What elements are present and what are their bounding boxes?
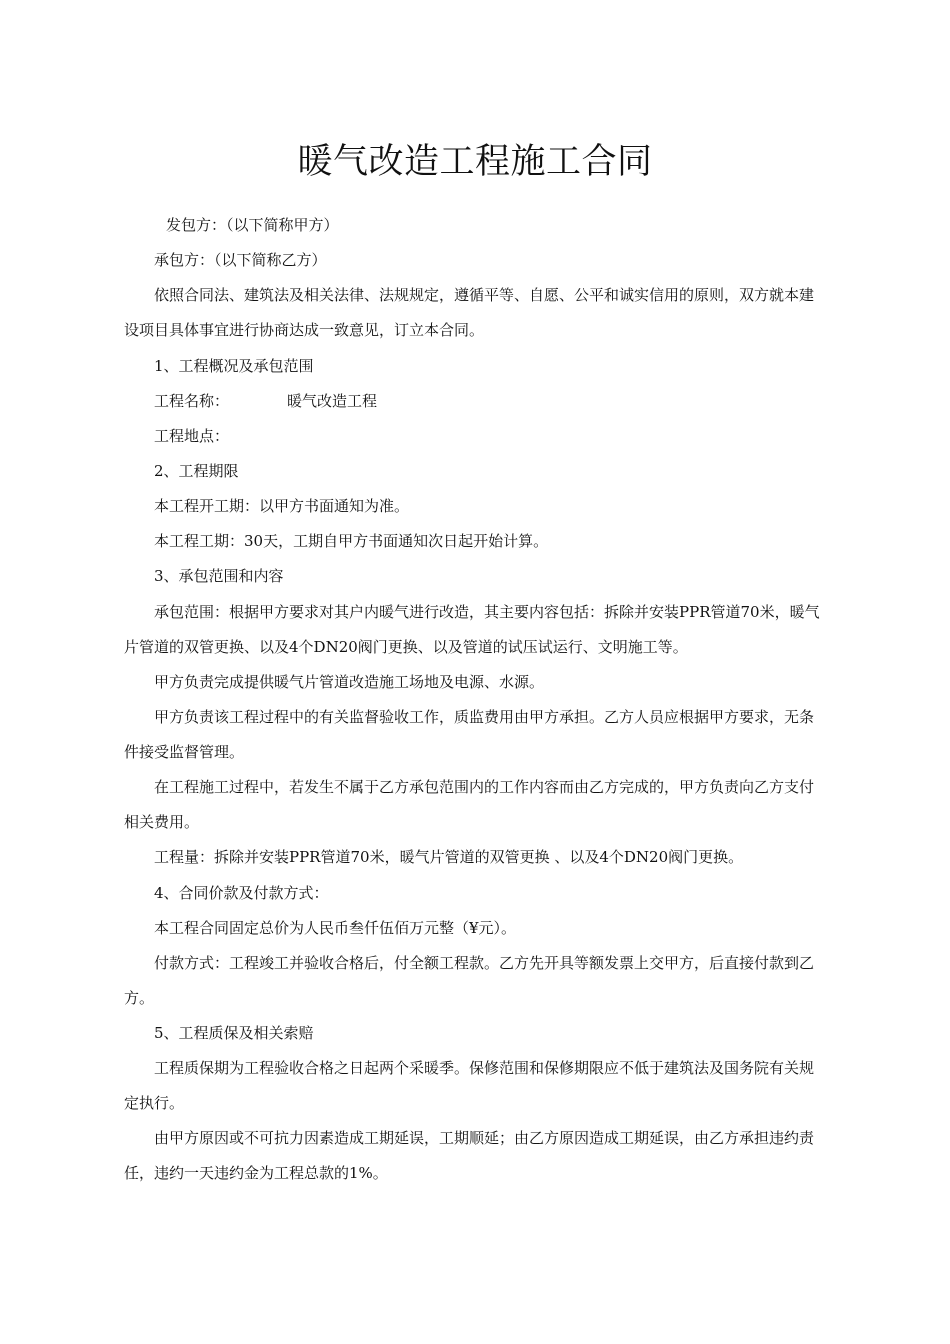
start-date-line: 本工程开工期：以甲方书面通知为准。 — [154, 497, 410, 515]
party-b-line: 承包方：（以下简称乙方） — [154, 251, 327, 269]
price-line: 本工程合同固定总价为人民币叁仟伍佰万元整（¥元）。 — [154, 919, 517, 937]
extra-work-paragraph: 在工程施工过程中，若发生不属于乙方承包范围内的工作内容而由乙方完成的，甲方负责向乙方支付相关费用。 — [124, 778, 815, 831]
project-location-line: 工程地点： — [154, 427, 230, 445]
project-name-line — [124, 384, 828, 419]
project-name-value: 暖气改造工程 — [287, 392, 378, 410]
section-2-heading: 2、工程期限 — [154, 462, 239, 480]
preamble-paragraph: 依照合同法、建筑法及相关法律、法规规定，遵循平等、自愿、公平和诚实信用的原则，双方就本建设项目具体事宜进行协商达成一致意见，订立本合同。 — [124, 286, 815, 339]
party-a-site-paragraph: 甲方负责完成提供暖气片管道改造施工场地及电源、水源。 — [154, 673, 545, 691]
section-5-heading: 5、工程质保及相关索赔 — [154, 1024, 314, 1042]
quantity-line: 工程量：拆除并安装PPR管道70米，暖气片管道的双管更换 、以及4个DN20阀门更换。 — [154, 848, 744, 866]
document-title: 暖气改造工程施工合同 — [297, 142, 653, 182]
scope-paragraph: 承包范围：根据甲方要求对其户内暖气进行改造，其主要内容包括：拆除并安装PPR管道70米，暖气片管道的双管更换、以及4个DN20阀门更换、以及管道的试压试运行、文明施工等。 — [124, 603, 820, 656]
section-3-heading: 3、承包范围和内容 — [154, 567, 284, 585]
duration-line: 本工程工期：30天，工期自甲方书面通知次日起开始计算。 — [154, 532, 549, 550]
party-a-line: 发包方：（以下简称甲方） — [166, 216, 339, 234]
project-name-label: 工程名称： — [154, 392, 230, 410]
delay-paragraph: 由甲方原因或不可抗力因素造成工期延误，工期顺延；由乙方原因造成工期延误，由乙方承担违约责任，违约一天违约金为工程总款的1%。 — [124, 1129, 815, 1182]
party-a-supervision-paragraph: 甲方负责该工程过程中的有关监督验收工作，质监费用由甲方承担。乙方人员应根据甲方要求，无条件接受监督管理。 — [124, 708, 815, 761]
warranty-paragraph: 工程质保期为工程验收合格之日起两个采暖季。保修范围和保修期限应不低于建筑法及国务院有关规定执行。 — [124, 1059, 815, 1112]
section-1-heading: 1、工程概况及承包范围 — [154, 357, 314, 375]
payment-paragraph: 付款方式：工程竣工并验收合格后，付全额工程款。乙方先开具等额发票上交甲方，后直接付款到乙方。 — [124, 954, 815, 1007]
section-4-heading: 4、合同价款及付款方式： — [154, 884, 329, 902]
